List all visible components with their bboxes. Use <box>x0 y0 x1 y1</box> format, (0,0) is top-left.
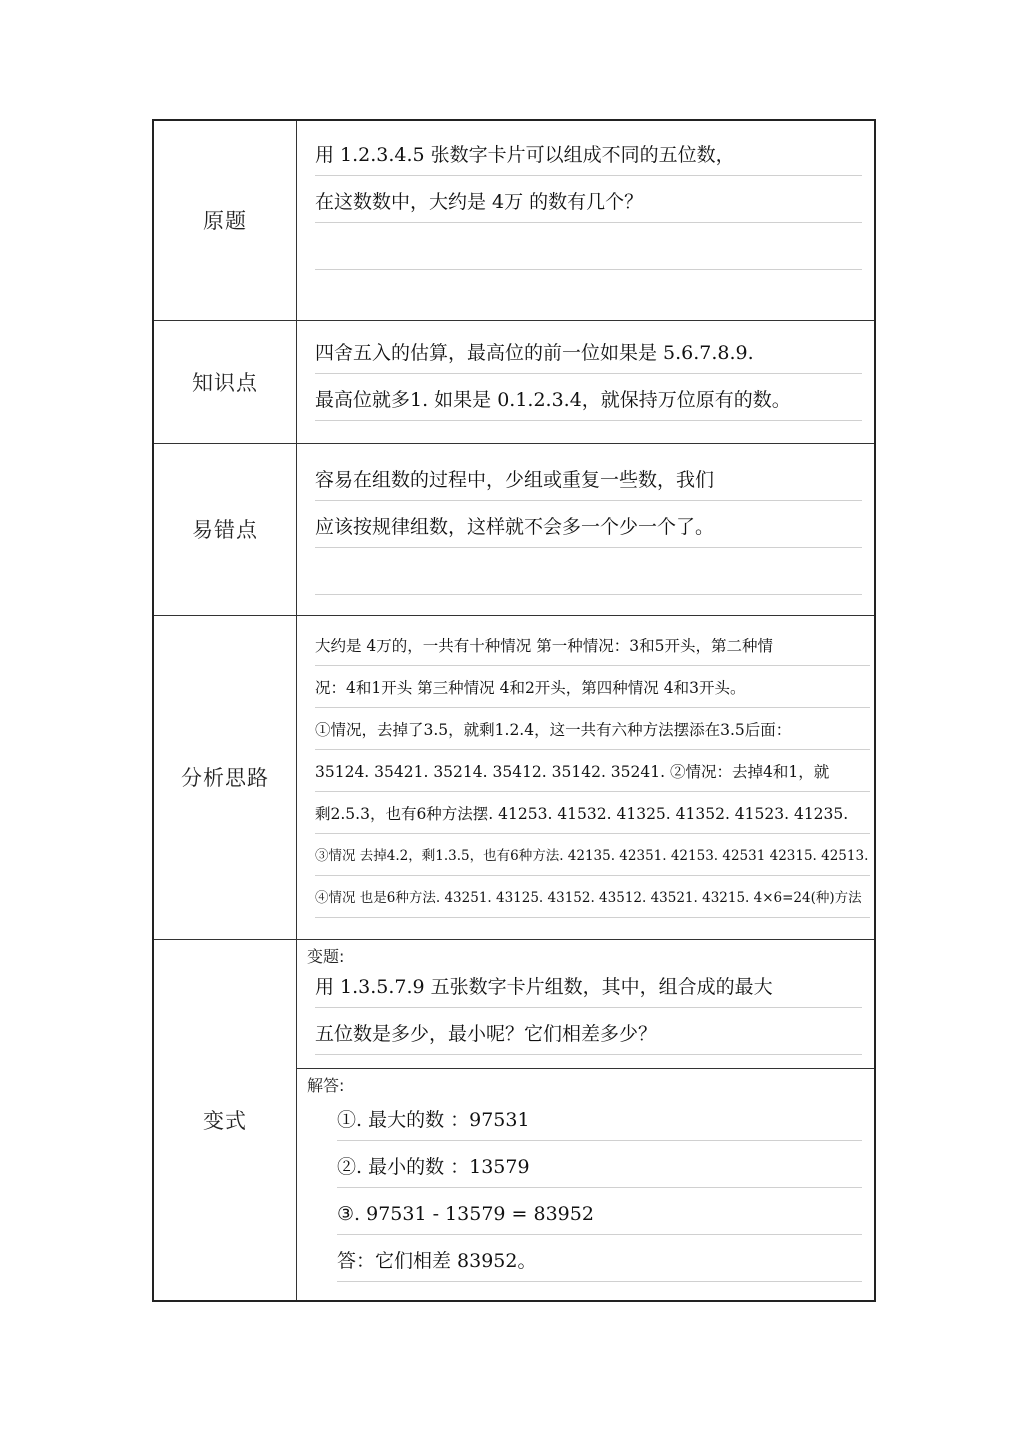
analysis-line-7: ④情况 也是6种方法. 43251. 43125. 43152. 43512. 43521. 43215. 4×6=24(种)方法 <box>315 880 870 918</box>
analysis-line-5: 剩2.5.3，也有6种方法摆. 41253. 41532. 41325. 41352. 41523. 41235. <box>315 796 870 834</box>
analysis-line-6: ③情况 去掉4.2，剩1.3.5，也有6种方法. 42135. 42351. 42153. 42531 42315. 42513. <box>315 838 870 876</box>
variant-question-line-1: 用 1.3.5.7.9 五张数字卡片组数，其中，组合成的最大 <box>315 967 862 1008</box>
blank-line <box>315 229 862 270</box>
label-knowledge: 知识点 <box>153 320 297 443</box>
original-line-2: 在这数数中，大约是 4万 的数有几个？ <box>315 182 862 223</box>
row-mistakes <box>153 443 875 615</box>
variant-question-line-2: 五位数是多少，最小呢？它们相差多少？ <box>315 1014 862 1055</box>
knowledge-line-2: 最高位就多1. 如果是 0.1.2.3.4，就保持万位原有的数。 <box>315 380 862 421</box>
original-line-1: 用 1.2.3.4.5 张数字卡片可以组成不同的五位数， <box>315 135 862 176</box>
content-variant <box>297 939 876 1301</box>
label-variant: 变式 <box>153 939 297 1301</box>
mistakes-line-2: 应该按规律组数，这样就不会多一个少一个了。 <box>315 507 862 548</box>
variant-answer-line-1: ①. 最大的数 ：97531 <box>337 1100 862 1141</box>
analysis-line-3: ①情况，去掉了3.5，就剩1.2.4，这一共有六种方法摆添在3.5后面： <box>315 712 870 750</box>
row-knowledge <box>153 320 875 443</box>
variant-question-title: 变题: <box>307 946 345 966</box>
variant-answer-title: 解答: <box>307 1075 345 1095</box>
content-mistakes <box>297 443 876 615</box>
variant-question-box <box>297 940 874 1069</box>
row-analysis <box>153 615 875 939</box>
form-table <box>152 119 876 1302</box>
variant-answer-line-3: ③. 97531 - 13579 = 83952 <box>337 1194 862 1235</box>
content-original <box>297 120 876 320</box>
label-analysis: 分析思路 <box>153 615 297 939</box>
variant-answer-line-2: ②. 最小的数 ：13579 <box>337 1147 862 1188</box>
knowledge-line-1: 四舍五入的估算，最高位的前一位如果是 5.6.7.8.9. <box>315 333 862 374</box>
content-analysis <box>297 615 876 939</box>
analysis-line-1: 大约是 4万的，一共有十种情况 第一种情况：3和5开头，第二种情 <box>315 628 870 666</box>
mistakes-line-1: 容易在组数的过程中，少组或重复一些数，我们 <box>315 460 862 501</box>
label-mistakes: 易错点 <box>153 443 297 615</box>
blank-line <box>315 554 862 595</box>
row-original <box>153 120 875 320</box>
row-variant <box>153 939 875 1301</box>
variant-answer-line-4: 答：它们相差 83952。 <box>337 1241 862 1282</box>
variant-answer-box <box>297 1069 874 1282</box>
label-original: 原题 <box>153 120 297 320</box>
error-notebook-form <box>152 119 876 1303</box>
content-knowledge <box>297 320 876 443</box>
analysis-line-2: 况：4和1开头 第三种情况 4和2开头，第四种情况 4和3开头。 <box>315 670 870 708</box>
analysis-line-4: 35124. 35421. 35214. 35412. 35142. 35241. ②情况：去掉4和1，就 <box>315 754 870 792</box>
